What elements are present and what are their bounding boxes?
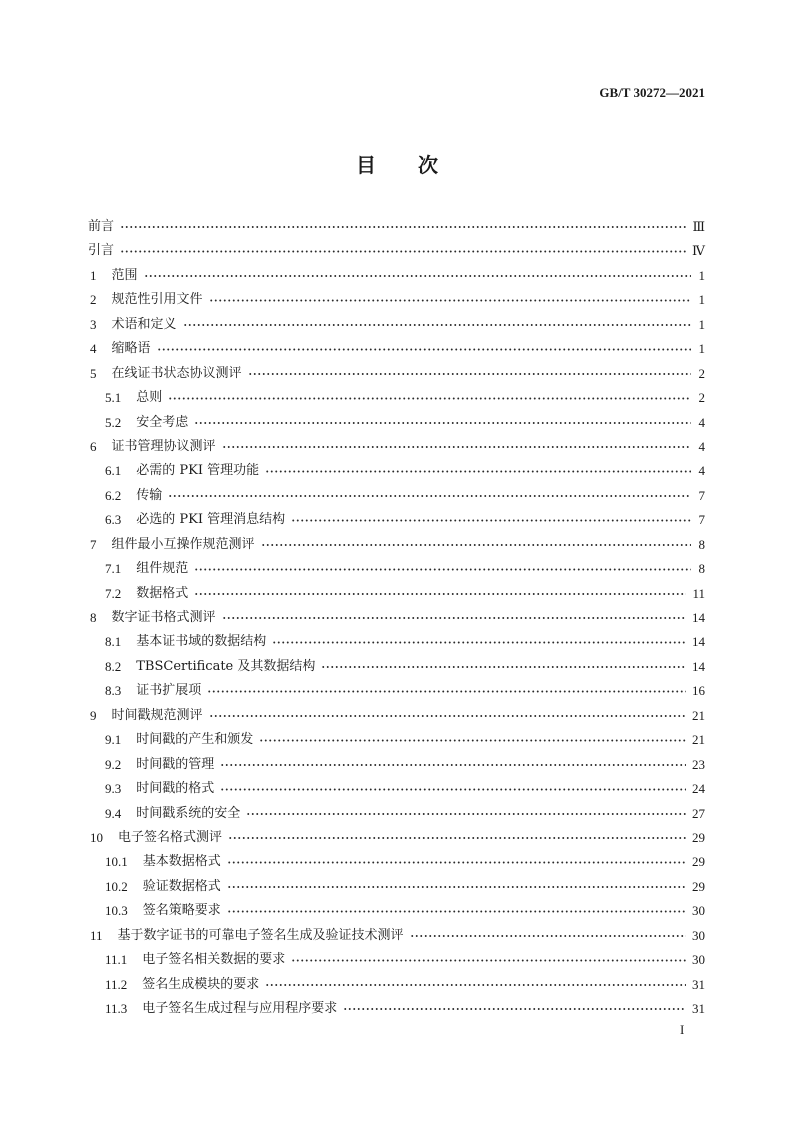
toc-entry[interactable] — [88, 239, 705, 263]
toc-leader-dots — [291, 948, 686, 972]
toc-leader-dots — [220, 777, 686, 801]
toc-entry-number: 8.3 — [105, 683, 122, 699]
toc-entry[interactable] — [88, 435, 705, 459]
toc-entry-page: 29 — [692, 878, 705, 894]
toc-entry-label: 基于数字证书的可靠电子签名生成及验证技术测评 — [117, 927, 404, 943]
toc-entry-page: 16 — [692, 683, 705, 699]
toc-entry-page: 8 — [698, 536, 705, 552]
toc-entry-label: 时间戳系统的安全 — [136, 805, 241, 821]
toc-entry[interactable] — [88, 484, 705, 508]
toc-entry-number: 7.2 — [105, 585, 122, 601]
toc-leader-dots — [222, 606, 686, 630]
toc-entry-number: 8.1 — [105, 634, 122, 650]
toc-entry-label: 时间戳规范测评 — [111, 707, 203, 723]
toc-entry[interactable] — [88, 606, 705, 630]
toc-entry-number: 9.2 — [105, 756, 122, 772]
toc-entry[interactable] — [88, 704, 705, 728]
toc-entry[interactable] — [88, 973, 705, 997]
toc-entry[interactable] — [88, 362, 705, 386]
toc-entry-label: 验证数据格式 — [142, 878, 221, 894]
toc-leader-dots — [120, 215, 686, 239]
table-of-contents — [88, 215, 705, 1021]
toc-entry[interactable] — [88, 875, 705, 899]
toc-entry-page: 30 — [692, 903, 705, 919]
toc-leader-dots — [144, 264, 691, 288]
toc-entry[interactable] — [88, 948, 705, 972]
toc-entry-number: 4 — [90, 341, 97, 357]
toc-entry-label: 时间戳的管理 — [136, 756, 215, 772]
toc-entry[interactable] — [88, 582, 705, 606]
toc-entry-label: 总则 — [136, 390, 163, 406]
toc-entry-page: 31 — [692, 1001, 705, 1016]
toc-entry-label: 签名生成模块的要求 — [142, 976, 260, 992]
toc-leader-dots — [291, 508, 691, 532]
toc-entry-number: 11.3 — [105, 1001, 128, 1016]
toc-leader-dots — [265, 459, 691, 483]
toc-entry-number: 6.1 — [105, 463, 122, 479]
toc-entry-number: 11.1 — [105, 952, 128, 968]
toc-entry[interactable] — [88, 337, 705, 361]
toc-entry[interactable] — [88, 777, 705, 801]
toc-entry-page: 30 — [692, 952, 705, 968]
toc-entry-number: 10 — [90, 829, 103, 845]
toc-entry-page: 7 — [698, 487, 705, 503]
toc-entry-label: 时间戳的产生和颁发 — [136, 732, 254, 748]
toc-entry[interactable] — [88, 924, 705, 948]
toc-entry-label: 术语和定义 — [111, 316, 177, 332]
toc-entry-page: 2 — [698, 390, 705, 406]
toc-entry-label: 必选的 PKI 管理消息结构 — [136, 512, 286, 528]
toc-entry-page: 7 — [698, 512, 705, 528]
page-number: I — [680, 1022, 685, 1037]
toc-entry-number: 8.2 — [105, 658, 122, 674]
toc-entry-page: 14 — [692, 610, 705, 625]
toc-entry[interactable] — [88, 997, 705, 1021]
toc-leader-dots — [228, 826, 686, 850]
toc-leader-dots — [209, 288, 691, 312]
toc-leader-dots — [209, 704, 686, 728]
toc-entry-label: 证书管理协议测评 — [111, 438, 216, 454]
toc-entry[interactable] — [88, 826, 705, 850]
toc-entry-label: 数字证书格式测评 — [111, 610, 216, 625]
toc-entry[interactable] — [88, 508, 705, 532]
toc-leader-dots — [207, 679, 686, 703]
toc-entry-label: 传输 — [136, 487, 163, 503]
toc-entry-page: 4 — [698, 414, 705, 430]
toc-leader-dots — [272, 630, 686, 654]
toc-entry-label: 基本证书域的数据结构 — [136, 634, 267, 650]
toc-entry-page: 1 — [698, 341, 705, 357]
toc-leader-dots — [261, 533, 691, 557]
toc-entry-number: 10.3 — [105, 903, 128, 919]
toc-entry-number: 5.1 — [105, 390, 122, 406]
toc-entry-label: 规范性引用文件 — [111, 292, 203, 308]
toc-entry-number: 2 — [90, 292, 97, 308]
toc-entry-number: 10.1 — [105, 854, 128, 870]
toc-entry-page: 21 — [692, 707, 705, 723]
toc-entry-page: 31 — [692, 976, 705, 992]
toc-entry[interactable] — [88, 533, 705, 557]
toc-entry-number: 6 — [90, 438, 97, 454]
toc-entry-label: 范围 — [111, 267, 138, 283]
toc-entry-label: 电子签名生成过程与应用程序要求 — [142, 1001, 338, 1016]
toc-entry-number: 9.4 — [105, 805, 122, 821]
toc-entry-page: 8 — [698, 561, 705, 577]
toc-entry-page: 14 — [692, 634, 705, 650]
toc-entry[interactable] — [88, 288, 705, 312]
toc-entry-page: 1 — [698, 292, 705, 308]
toc-entry-number: 6.2 — [105, 487, 122, 503]
toc-entry[interactable] — [88, 850, 705, 874]
toc-entry-label: 缩略语 — [111, 341, 151, 357]
toc-entry[interactable] — [88, 630, 705, 654]
toc-entry-label: 安全考虑 — [136, 414, 189, 430]
toc-entry-label: 必需的 PKI 管理功能 — [136, 463, 260, 479]
toc-entry[interactable] — [88, 459, 705, 483]
toc-entry-label: 电子签名相关数据的要求 — [142, 952, 286, 968]
standard-code-header: GB/T 30272—2021 — [599, 85, 705, 100]
toc-entry-number: 11.2 — [105, 976, 128, 992]
toc-entry[interactable] — [88, 679, 705, 703]
toc-entry-page: Ⅳ — [692, 243, 705, 259]
toc-entry-page: 24 — [692, 781, 705, 797]
toc-entry-page: 4 — [698, 463, 705, 479]
toc-entry-number: 5 — [90, 365, 97, 381]
toc-entry-label: 签名策略要求 — [142, 903, 221, 919]
toc-entry-label: 组件规范 — [136, 561, 189, 577]
toc-entry[interactable] — [88, 386, 705, 410]
toc-leader-dots — [248, 362, 691, 386]
toc-entry-page: 29 — [692, 829, 705, 845]
toc-entry-page: 14 — [692, 658, 705, 674]
toc-entry-page: 23 — [692, 756, 705, 772]
toc-leader-dots — [321, 655, 686, 679]
toc-leader-dots — [168, 484, 691, 508]
toc-entry[interactable] — [88, 215, 705, 239]
toc-leader-dots — [157, 337, 691, 361]
toc-leader-dots — [194, 557, 691, 581]
toc-entry-label: 电子签名格式测评 — [118, 829, 223, 845]
toc-entry-number: 3 — [90, 316, 97, 332]
toc-leader-dots — [343, 997, 686, 1021]
toc-entry-page: 4 — [698, 438, 705, 454]
toc-entry-number: 10.2 — [105, 878, 128, 894]
toc-entry-page: Ⅲ — [692, 219, 705, 234]
toc-entry-label: 数据格式 — [136, 585, 189, 601]
toc-entry[interactable] — [88, 264, 705, 288]
toc-leader-dots — [222, 435, 691, 459]
toc-entry-number: 8 — [90, 610, 97, 625]
toc-entry[interactable] — [88, 313, 705, 337]
toc-leader-dots — [227, 850, 686, 874]
toc-entry[interactable] — [88, 753, 705, 777]
toc-entry-number: 1 — [90, 267, 97, 283]
toc-entry-page: 2 — [698, 365, 705, 381]
toc-leader-dots — [183, 313, 691, 337]
toc-entry-number: 7.1 — [105, 561, 122, 577]
toc-entry-number: 11 — [90, 927, 103, 943]
toc-entry-label: 证书扩展项 — [136, 683, 202, 699]
toc-entry-number: 6.3 — [105, 512, 122, 528]
toc-entry-label: 引言 — [88, 243, 115, 259]
toc-leader-dots — [227, 875, 686, 899]
toc-entry[interactable] — [88, 655, 705, 679]
toc-entry-page: 11 — [692, 585, 705, 601]
toc-leader-dots — [120, 239, 686, 263]
toc-entry-page: 1 — [698, 267, 705, 283]
toc-leader-dots — [220, 753, 686, 777]
toc-leader-dots — [259, 728, 686, 752]
toc-leader-dots — [246, 802, 686, 826]
toc-leader-dots — [227, 899, 686, 923]
toc-entry-number: 9 — [90, 707, 97, 723]
toc-entry-label: 时间戳的格式 — [136, 781, 215, 797]
toc-entry-number: 9.1 — [105, 732, 122, 748]
toc-entry[interactable] — [88, 899, 705, 923]
toc-leader-dots — [410, 924, 686, 948]
toc-entry-label: TBSCertificate 及其数据结构 — [136, 658, 316, 674]
toc-entry[interactable] — [88, 728, 705, 752]
toc-leader-dots — [194, 582, 686, 606]
toc-entry[interactable] — [88, 802, 705, 826]
toc-entry-label: 在线证书状态协议测评 — [111, 365, 242, 381]
toc-entry-page: 30 — [692, 927, 705, 943]
toc-entry-page: 29 — [692, 854, 705, 870]
toc-entry-page: 21 — [692, 732, 705, 748]
toc-leader-dots — [194, 411, 691, 435]
toc-entry[interactable] — [88, 411, 705, 435]
toc-entry-label: 前言 — [88, 219, 115, 234]
toc-entry[interactable] — [88, 557, 705, 581]
toc-entry-number: 9.3 — [105, 781, 122, 797]
toc-entry-number: 7 — [90, 536, 97, 552]
toc-entry-page: 1 — [698, 316, 705, 332]
toc-entry-label: 组件最小互操作规范测评 — [111, 536, 255, 552]
toc-leader-dots — [168, 386, 691, 410]
toc-entry-page: 27 — [692, 805, 705, 821]
toc-entry-label: 基本数据格式 — [142, 854, 221, 870]
page-title: 目次 — [356, 153, 480, 177]
toc-entry-number: 5.2 — [105, 414, 122, 430]
toc-leader-dots — [265, 973, 686, 997]
